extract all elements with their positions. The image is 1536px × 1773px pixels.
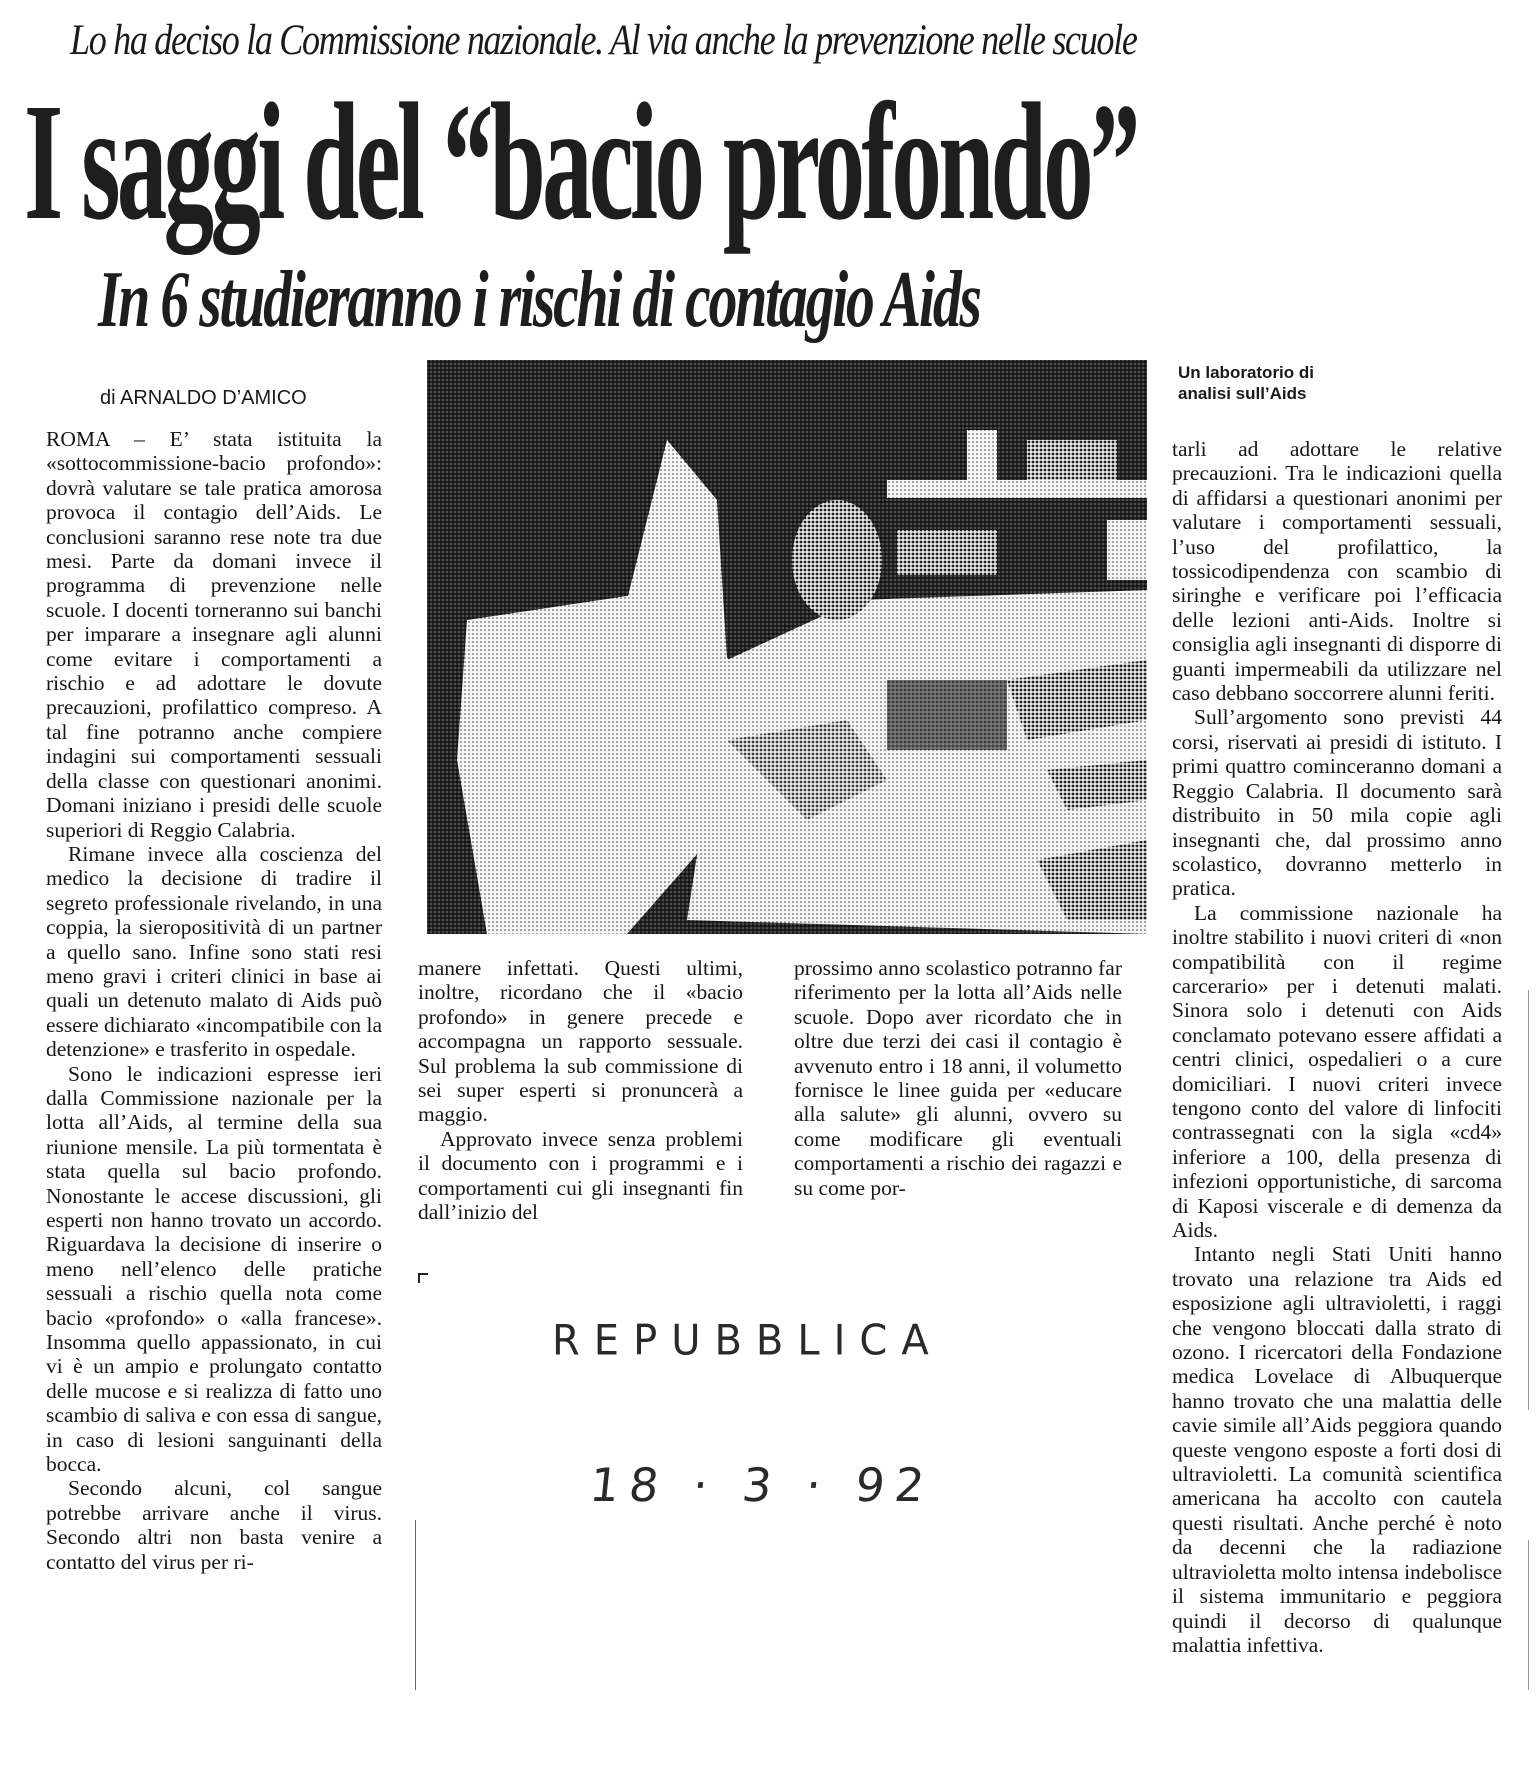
- handwritten-date: 18 · 3 · 92: [587, 1458, 937, 1512]
- column-rule: [415, 1520, 416, 1690]
- column-rule: [1528, 1540, 1529, 1690]
- paragraph: Approvato invece senza problemi il documento con i programmi e i comportamenti cui gli insegnanti fin dall’inizio del: [418, 1126, 743, 1225]
- paragraph: manere infettati. Questi ultimi, inoltre, ricordano che il «bacio profondo» in genere precede e accompagna un rapporto sessuale. Sul problema la sub commissione di sei super esperti si pronuncerà a maggio.: [418, 956, 743, 1127]
- crop-mark: [418, 1273, 428, 1283]
- caption-line: Un laboratorio di: [1178, 363, 1314, 382]
- paragraph: Sull’argomento sono previsti 44 corsi, riservati ai presidi di istituto. I primi quattro cominceranno domani a Reggio Calabria. Il documento sarà distribuito in 50 mila copie agli insegnanti che, dal prossimo anno scolastico, dovranno metterlo in pratica.: [1172, 705, 1502, 901]
- paragraph: ROMA – E’ stata istituita la «sottocommissione-bacio profondo»: dovrà valutare se tale pratica amorosa provoca il contagio dell’Aids. Le conclusioni saranno rese note tra due mesi. Parte da domani invece il programma di prevenzione nelle scuole. I docenti torneranno sui banchi per imparare a insegnare agli alunni come evitare i comportamenti a rischio e ad adottare le dovute precauzioni, profilattico compreso. A tal fine potranno anche compiere indagini sui comportamenti sessuali della classe con questionari anonimi. Domani iniziano i presidi delle scuole superiori di Reggio Calabria.: [46, 427, 382, 842]
- lab-photo: [427, 360, 1147, 934]
- article-column-2: [418, 956, 743, 1224]
- paragraph: Intanto negli Stati Uniti hanno trovato una relazione tra Aids ed esposizione agli ultravioletti, i raggi che vengono bloccati dalla strato di ozono. I ricercatori della Fondazione medica Lovelace di Albuquerque hanno trovato che una malattia delle cavie simile all’Aids peggiora quando queste vengono esposte a forti dosi di ultravioletti. La comunità scientifica americana ha accolto con cautela questi risultati. Anche perché è noto da decenni che la radiazione ultravioletta molto intensa indebolisce il sistema immunitario e peggiora quindi il decorso di qualunque malattia infettiva.: [1172, 1242, 1502, 1657]
- photo-caption: [1178, 362, 1438, 404]
- caption-line: analisi sull’Aids: [1178, 384, 1307, 403]
- article-column-1: [46, 427, 382, 1574]
- subheadline: In 6 studieranno i rischi di contagio Aids: [98, 256, 980, 344]
- paragraph: tarli ad adottare le relative precauzioni. Tra le indicazioni quella di affidarsi a questionari anonimi per valutare i comportamenti sessuali, l’uso del profilattico, la tossicodipendenza con scambio di siringhe e verificare poi l’efficacia delle lezioni anti-Aids. Inoltre si consiglia agli insegnanti di disporre di guanti impermeabili da utilizzare nel caso debbano soccorrere alunni feriti.: [1172, 437, 1502, 706]
- byline: di ARNALDO D’AMICO: [100, 387, 307, 409]
- paragraph: Sono le indicazioni espresse ieri dalla Commissione nazionale per la lotta all’Aids, al termine della sua riunione mensile. La più tormentata è stata quella sul bacio profondo. Nonostante le accese discussioni, gli esperti non hanno trovato un accordo. Riguardava la decisione di inserire o meno nell’elenco delle pratiche sessuali a rischio quella nota come bacio «profondo» o «alla francese». Insomma quello appassionato, in cui vi è un ampio e prolungato contatto delle mucose e si realizza di fatto uno scambio di saliva e con essa di sangue, in caso di lesioni sanguinanti della bocca.: [46, 1061, 382, 1477]
- column-rule: [1528, 990, 1529, 1410]
- paragraph: Rimane invece alla coscienza del medico la decisione di tradire il segreto professionale rivelando, in una coppia, la sieropositività di un partner a quello sano. Infine sono stati resi meno gravi i criteri clinici in base ai quali un detenuto malato di Aids può essere dichiarato «incompatibile con la detenzione» e trasferito in ospedale.: [46, 841, 382, 1062]
- article-column-3: [794, 956, 1122, 1200]
- paragraph: La commissione nazionale ha inoltre stabilito i nuovi criteri di «non compatibilità con il regime carcerario» per i detenuti malati. Sinora solo i detenuti con Aids conclamato potevano essere affidati a centri clinici, ospedalieri o a cure domiciliari. I nuovi criteri invece tengono conto del valore di linfociti contrassegnati con la sigla «cd4» inferiore a 100, della presenza di infezioni opportunistiche, di sarcoma di Kaposi viscerale e di demenza da Aids.: [1172, 900, 1502, 1242]
- kicker: Lo ha deciso la Commissione nazionale. Al via anche la prevenzione nelle scuole: [70, 17, 1137, 64]
- article-column-4: [1172, 437, 1502, 1657]
- paragraph: Secondo alcuni, col sangue potrebbe arrivare anche il virus. Secondo altri non basta venire a contatto del virus per ri-: [46, 1476, 382, 1574]
- paragraph: prossimo anno scolastico potranno far riferimento per la lotta all’Aids nelle scuole. Dopo aver ricordato che in oltre due terzi dei casi il contagio è avvenuto entro i 18 anni, il volumetto fornisce le linee guida per «educare alla salute» gli alunni, ovvero su come modificare gli eventuali comportamenti a rischio dei ragazzi e su come por-: [794, 956, 1122, 1200]
- lab-technician-image: [427, 360, 1147, 934]
- headline: I saggi del “bacio profondo”: [24, 69, 1137, 255]
- handwritten-newspaper-name: REPUBBLICA: [552, 1316, 943, 1366]
